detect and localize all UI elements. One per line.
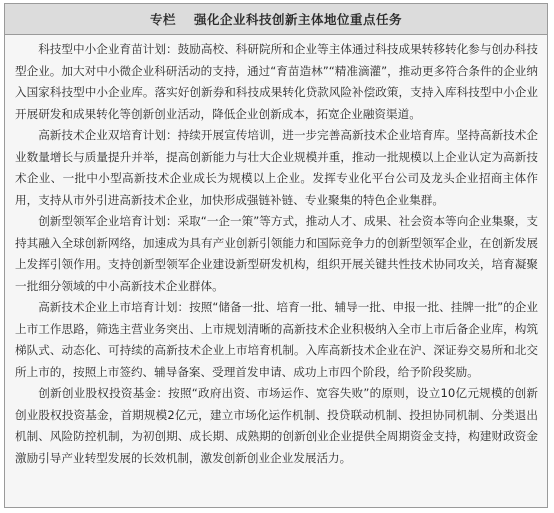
paragraph-text: 采取“一企一策”等方式，推动人才、成果、社会资本等向企业集聚，支持其融入全球创新网络，加速成为具有产业创新引领能力和国际竞争力的创新型领军企业，在创新发展上发挥引领作用。支持创新型领军企业建设新型研发机构，组织开展关键共性技术协同攻关，培育凝聚一批细分领域的中小高新技术企业群体。 — [15, 214, 538, 293]
paragraph-dual-cultivation-plan — [15, 125, 538, 211]
paragraph-term: 创新创业股权投资基金： — [38, 386, 169, 400]
paragraph-seedling-plan — [15, 39, 538, 125]
column-body — [5, 35, 547, 469]
column-label: 专栏 — [149, 12, 176, 27]
paragraph-term: 创新型领军企业培育计划： — [38, 214, 178, 228]
paragraph-leading-enterprise-plan — [15, 211, 538, 297]
paragraph-term: 科技型中小企业育苗计划： — [38, 42, 178, 56]
paragraph-equity-fund — [15, 383, 538, 469]
column-title: 强化企业科技创新主体地位重点任务 — [194, 12, 403, 27]
paragraph-text: 按照“储备一批、培育一批、辅导一批、申报一批、挂牌一批”的企业上市工作思路，筛选主营业务突出、上市规划清晰的高新技术企业积极纳入全市上市后备企业库，构筑梯队式、动态化、可持续的高新技术企业上市培育机制。入库高新技术企业在沪、深证券交易所和北交所上市的，按照上市签约、辅导备案、受理首发申请、成功上市四个阶段，给予阶段奖励。 — [15, 300, 538, 379]
column-header — [5, 4, 547, 35]
special-column-box — [4, 3, 548, 508]
paragraph-term: 高新技术企业双培育计划： — [38, 128, 178, 142]
paragraph-term: 高新技术企业上市培育计划： — [38, 300, 190, 314]
paragraph-text: 持续开展宣传培训，进一步完善高新技术企业培育库。坚持高新技术企业数量增长与质量提升并举，提高创新能力与壮大企业规模并重，推动一批规模以上企业认定为高新技术企业、一批中小型高新技术企业成长为规模以上企业。发挥专业化平台公司及龙头企业招商主体作用，支持从市外引进高新技术企业，加快形成强链补链、专业聚集的特色企业集群。 — [15, 128, 538, 207]
paragraph-listing-plan — [15, 297, 538, 383]
paragraph-text: 按照“政府出资、市场运作、宽容失败”的原则，设立10亿元规模的创新创业股权投资基金，首期规模2亿元，建立市场化运作机制、投贷联动机制、投担协同机制、分类退出机制、风险防控机制，为初创期、成长期、成熟期的创新创业企业提供全周期资金支持，构建财政资金激励引导产业转型发展的长效机制，激发创新创业企业发展活力。 — [15, 386, 538, 465]
paragraph-text: 鼓励高校、科研院所和企业等主体通过科技成果转移转化参与创办科技型企业。加大对中小微企业科研活动的支持，通过“育苗造林”“精准滴灌”，推动更多符合条件的企业纳入国家科技型中小企业库。落实好创新券和科技成果转化贷款风险补偿政策，支持入库科技型中小企业开展研发和成果转化等创新创业活动，降低企业创新成本，拓宽企业融资渠道。 — [15, 42, 538, 121]
